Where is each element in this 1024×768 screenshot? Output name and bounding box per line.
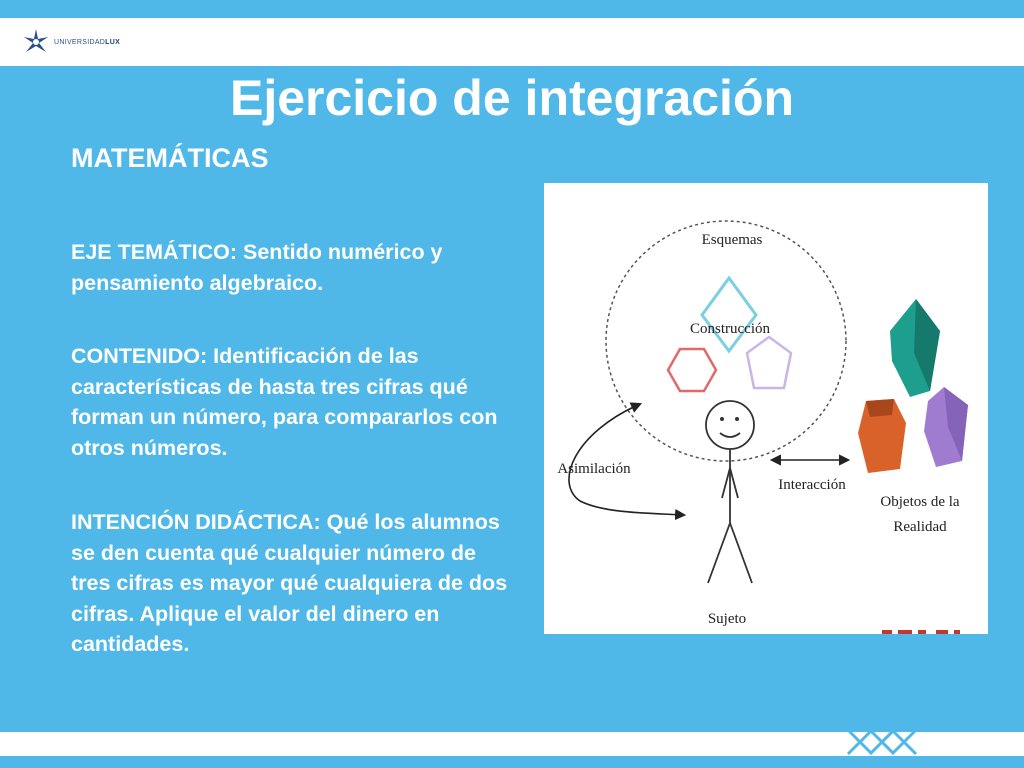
footer-star-pattern-icon [846, 728, 918, 756]
star-logo-icon [22, 28, 50, 56]
header-bar [0, 18, 1024, 66]
university-logo [22, 28, 120, 56]
eje-tematico-text: EJE TEMÁTICO: Sentido numérico y pensamiento algebraico. [71, 240, 443, 295]
bottom-strip [0, 756, 1024, 768]
schema-circle [606, 221, 846, 461]
hexagon-outline [668, 349, 716, 391]
label-interaccion: Interacción [778, 477, 846, 493]
orange-solid-top [866, 399, 894, 417]
diamond-outline [702, 278, 756, 351]
subject-heading: MATEMÁTICAS [71, 143, 269, 173]
contenido-text: CONTENIDO: Identificación de las características de hasta tres cifras qué forman un número, para compararlos con otros números. [71, 344, 498, 460]
pentagon-outline [747, 337, 791, 388]
label-sujeto: Sujeto [707, 611, 747, 627]
slide-title: Ejercicio de integración [229, 70, 795, 126]
asimilacion-arrow [569, 404, 684, 515]
label-asimilacion: Asimilación [557, 461, 631, 477]
logo-text: UNIVERSIDADLUX [54, 38, 121, 46]
subject-stick-figure [706, 401, 754, 583]
piaget-diagram [544, 183, 988, 634]
label-objetos-2: Realidad [893, 519, 947, 535]
intencion-didactica-text: INTENCIÓN DIDÁCTICA: Qué los alumnos se den cuenta qué cualquier número de tres cifras es mayor qué cualquiera de dos cifras. Aplique el valor del dinero en cantidades. [71, 510, 508, 656]
top-strip [0, 0, 1024, 18]
diagram-svg [544, 183, 988, 634]
label-objetos-1: Objetos de la [880, 494, 960, 510]
label-construccion: Construcción [690, 321, 770, 337]
label-esquemas: Esquemas [701, 232, 763, 248]
cropped-text-fragment [882, 630, 960, 634]
